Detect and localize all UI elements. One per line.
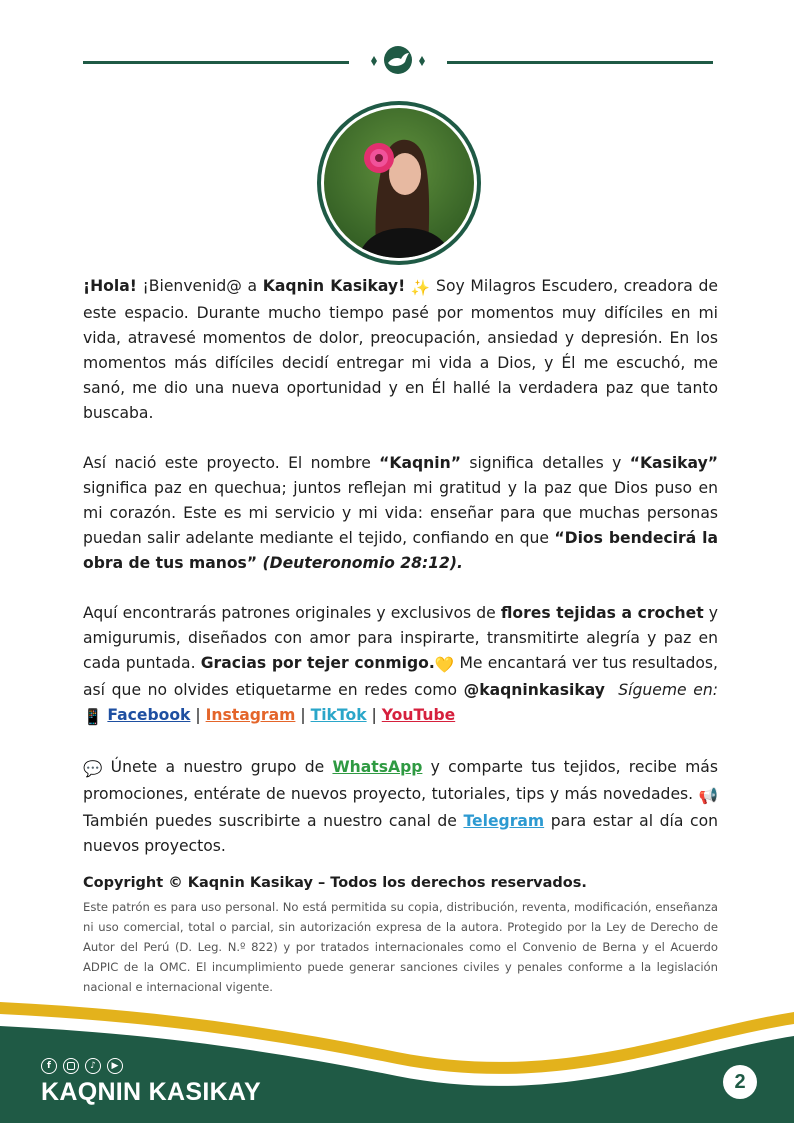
phone-icon: 📱 <box>83 708 103 726</box>
community-text: Únete a nuestro grupo de <box>102 758 333 776</box>
link-separator: | <box>295 706 311 724</box>
heart-icon: 💛 <box>434 656 455 674</box>
facebook-link[interactable]: Facebook <box>107 706 191 724</box>
youtube-link[interactable]: YouTube <box>381 706 456 724</box>
origin-text: significa paz en quechua; juntos reflejan mi gratitud y la paz que Dios puso en mi corazón. Este es mi servicio y mi vida: enseñar para que muchas personas puedan salir adelante mediante el tejido, confiando en que <box>83 479 718 547</box>
copyright-body: Este patrón es para uso personal. No está permitida su copia, distribución, reventa, modificación, enseñanza ni uso comercial, total o parcial, sin autorización expresa de la autora. Protegido por la Ley de Derecho de Autor del Perú (D. Leg. N.º 822) y por tratados internacionales como el Convenio de Berna y el Acuerdo ADPIC de la OMC. El incumplimiento puede generar sanciones civiles y penales conforme a la legislación nacional e internacional vigente. <box>83 900 718 994</box>
community-text: y comparte tus tejidos, recibe más promociones, entérate de nuevos proyecto, tutoriales, tips y más novedades. <box>83 758 718 803</box>
copyright-title: Copyright © Kaqnin Kasikay – Todos los derechos reservados. <box>83 875 587 891</box>
telegram-link[interactable]: Telegram <box>463 812 545 830</box>
header-rule-right <box>447 61 713 64</box>
author-story: Soy Milagros Escudero, creadora de este espacio. Durante mucho tiempo pasé por momentos muy difíciles en mi vida, atravesé momentos de dolor, preocupación, ansiedad y depresión. En los momentos más difíciles decidí entregar mi vida a Dios, y Él me escuchó, me sanó, me dio una nueva oportunidad y en Él hallé la verdadera paz que tanto buscaba. <box>83 277 718 422</box>
tiktok-link[interactable]: TikTok <box>310 706 367 724</box>
brand-name: Kaqnin Kasikay! <box>262 277 406 295</box>
patterns-text: Aquí encontrarás patrones originales y exclusivos de <box>83 604 501 622</box>
tiktok-icon[interactable]: ♪ <box>85 1058 101 1074</box>
footer-social-icons <box>41 1058 123 1074</box>
about-text <box>83 274 718 884</box>
origin-paragraph <box>83 451 718 576</box>
patterns-text: y amigurumis, diseñados con amor para inspirarte, transmitirte alegría y paz en cada puntada. <box>83 604 718 672</box>
youtube-icon[interactable]: ▶ <box>107 1058 123 1074</box>
origin-text: Así nació este proyecto. El nombre <box>83 454 380 472</box>
facebook-icon[interactable]: f <box>41 1058 57 1074</box>
community-paragraph <box>83 755 718 859</box>
author-portrait <box>316 100 482 266</box>
kasikay-word: “Kasikay” <box>629 454 719 472</box>
speech-bubble-icon: 💬 <box>83 760 103 778</box>
thanks-text: Gracias por tejer conmigo. <box>200 654 435 672</box>
origin-text: significa detalles y <box>460 454 630 472</box>
social-handle: @kaqninkasikay <box>463 681 605 699</box>
dove-emblem-icon <box>364 44 432 78</box>
verse-reference: (Deuteronomio 28:12). <box>257 554 463 572</box>
community-text: También puedes suscribirte a nuestro canal de <box>83 812 464 830</box>
community-text: para estar al día con nuevos proyectos. <box>83 812 718 855</box>
link-separator: | <box>366 706 382 724</box>
bible-verse: “Dios bendecirá la obra de tus manos” <box>83 529 719 572</box>
link-separator: | <box>190 706 206 724</box>
page-number: 2 <box>723 1065 757 1099</box>
megaphone-icon: 📢 <box>698 787 718 805</box>
header-rule-left <box>83 61 349 64</box>
intro-paragraph <box>83 274 718 426</box>
patterns-text: Me encantará ver tus resultados, así que no olvides etiquetarme en redes como <box>83 654 718 699</box>
instagram-link[interactable]: Instagram <box>205 706 296 724</box>
greeting: ¡Hola! <box>83 277 137 295</box>
footer-brand: KAQNIN KASIKAY <box>41 1078 261 1106</box>
sparkle-icon: ✨ <box>410 279 431 297</box>
kaqnin-word: “Kaqnin” <box>379 454 461 472</box>
follow-label: Sígueme en: <box>618 681 719 699</box>
welcome-text: ¡Bienvenid@ a <box>136 277 263 295</box>
patterns-paragraph <box>83 601 718 730</box>
crochet-flowers-text: flores tejidas a crochet <box>500 604 704 622</box>
instagram-icon[interactable] <box>63 1058 79 1074</box>
whatsapp-link[interactable]: WhatsApp <box>332 758 423 776</box>
